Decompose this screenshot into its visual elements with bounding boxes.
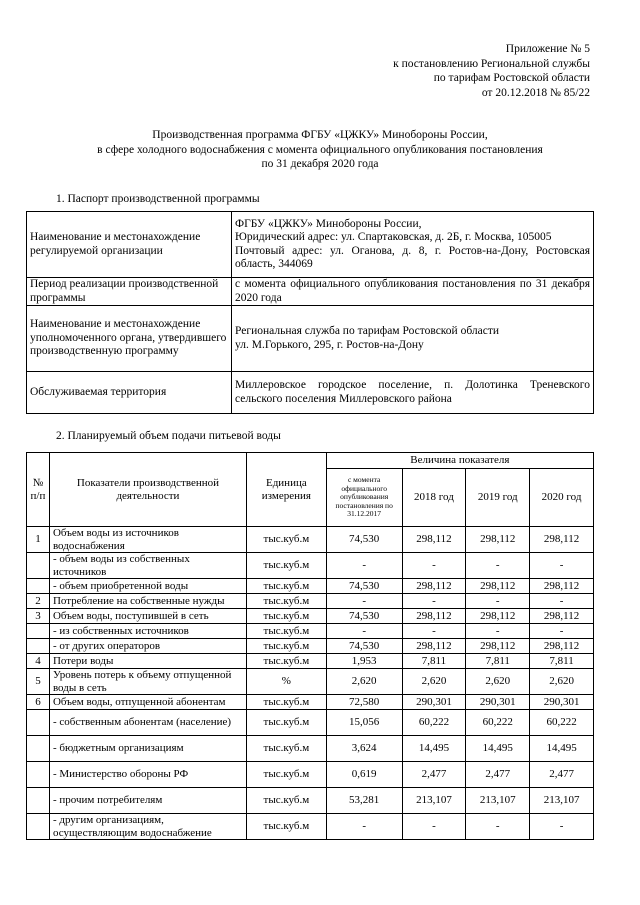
row-2020-value: - (530, 594, 594, 609)
value-line: с момента официального опубликования постановления по 31 декабря 2020 года (235, 278, 590, 304)
passport-row (27, 372, 594, 414)
value-line: Региональная служба по тарифам Ростовской области (235, 325, 500, 337)
row-indicator: - объем приобретенной воды (49, 579, 246, 594)
table-row (27, 710, 594, 736)
row-number (27, 736, 50, 762)
row-2018-value: 213,107 (402, 788, 466, 814)
row-period-value: - (326, 594, 402, 609)
row-number: 5 (27, 669, 50, 695)
row-unit: тыс.куб.м (246, 736, 326, 762)
row-period-value: 72,580 (326, 695, 402, 710)
row-2019-value: 298,112 (466, 609, 530, 624)
table-row (27, 579, 594, 594)
table-row (27, 654, 594, 669)
passport-label: Период реализации производственной программы (27, 278, 232, 306)
row-2018-value: - (402, 553, 466, 579)
annex-line: к постановлению Региональной службы (393, 57, 590, 70)
row-2020-value: 298,112 (530, 527, 594, 553)
section-1-heading: 1. Паспорт производственной программы (56, 193, 260, 205)
row-indicator: - собственным абонентам (население) (49, 710, 246, 736)
water-volume-table (26, 452, 594, 840)
row-indicator: Объем воды, поступившей в сеть (49, 609, 246, 624)
row-2018-value: 2,477 (402, 762, 466, 788)
row-2020-value: 298,112 (530, 579, 594, 594)
annex-header (393, 42, 590, 100)
row-period-value: 53,281 (326, 788, 402, 814)
table-row (27, 762, 594, 788)
row-unit: тыс.куб.м (246, 624, 326, 639)
value-line: Почтовый адрес: ул. Оганова, д. 8, г. Ростов-на-Дону, Ростовская область, 344069 (235, 244, 590, 270)
row-2019-value: 298,112 (466, 639, 530, 654)
row-indicator: Потребление на собственные нужды (49, 594, 246, 609)
row-period-value: 74,530 (326, 639, 402, 654)
row-indicator: Уровень потерь к объему отпущенной воды в сеть (49, 669, 246, 695)
row-2018-value: 298,112 (402, 579, 466, 594)
row-number: 1 (27, 527, 50, 553)
row-2019-value: 2,620 (466, 669, 530, 695)
row-indicator: Объем воды из источников водоснабжения (49, 527, 246, 553)
table-row (27, 527, 594, 553)
row-unit: тыс.куб.м (246, 695, 326, 710)
row-2020-value: 298,112 (530, 609, 594, 624)
row-unit: тыс.куб.м (246, 710, 326, 736)
row-number (27, 814, 50, 840)
row-unit: тыс.куб.м (246, 609, 326, 624)
row-2020-value: 7,811 (530, 654, 594, 669)
passport-label: Наименование и местонахождение уполномоченного органа, утвердившего производственную программу (27, 306, 232, 372)
title-line: по 31 декабря 2020 года (261, 158, 379, 170)
passport-table (26, 211, 594, 414)
row-unit: тыс.куб.м (246, 579, 326, 594)
row-2020-value: 2,477 (530, 762, 594, 788)
row-indicator: - объем воды из собственных источников (49, 553, 246, 579)
row-2018-value: 60,222 (402, 710, 466, 736)
row-2020-value: 60,222 (530, 710, 594, 736)
row-number (27, 788, 50, 814)
row-2019-value: - (466, 553, 530, 579)
passport-value (232, 278, 594, 306)
row-2018-value: 298,112 (402, 609, 466, 624)
row-2018-value: 7,811 (402, 654, 466, 669)
row-number: 4 (27, 654, 50, 669)
table-row (27, 553, 594, 579)
row-2019-value: - (466, 594, 530, 609)
passport-label: Обслуживаемая территория (27, 372, 232, 414)
row-period-value: 74,530 (326, 579, 402, 594)
row-indicator: Объем воды, отпущенной абонентам (49, 695, 246, 710)
row-period-value: 1,953 (326, 654, 402, 669)
row-period-value: - (326, 624, 402, 639)
row-2020-value: - (530, 553, 594, 579)
row-number (27, 553, 50, 579)
row-2019-value: 290,301 (466, 695, 530, 710)
header-indicator: Показатели производственной деятельности (49, 453, 246, 527)
row-period-value: 74,530 (326, 527, 402, 553)
row-period-value: 2,620 (326, 669, 402, 695)
header-number: № п/п (27, 453, 50, 527)
table-row (27, 594, 594, 609)
section-2-heading: 2. Планируемый объем подачи питьевой воды (56, 430, 281, 442)
row-2018-value: 14,495 (402, 736, 466, 762)
row-2018-value: 298,112 (402, 527, 466, 553)
row-indicator: - из собственных источников (49, 624, 246, 639)
row-2020-value: 14,495 (530, 736, 594, 762)
passport-value (232, 306, 594, 372)
row-period-value: 74,530 (326, 609, 402, 624)
row-2019-value: 298,112 (466, 579, 530, 594)
table-row (27, 814, 594, 840)
row-2018-value: 298,112 (402, 639, 466, 654)
value-line: Юридический адрес: ул. Спартаковская, д. 2Б, г. Москва, 105005 (235, 231, 552, 243)
row-unit: тыс.куб.м (246, 639, 326, 654)
row-indicator: - прочим потребителям (49, 788, 246, 814)
row-number: 6 (27, 695, 50, 710)
row-number (27, 762, 50, 788)
annex-number: Приложение № 5 (505, 43, 590, 55)
passport-label: Наименование и местонахождение регулируемой организации (27, 212, 232, 278)
row-2018-value: 2,620 (402, 669, 466, 695)
row-unit: тыс.куб.м (246, 594, 326, 609)
table-row (27, 639, 594, 654)
table-row (27, 788, 594, 814)
row-unit: тыс.куб.м (246, 814, 326, 840)
row-indicator: - Министерство обороны РФ (49, 762, 246, 788)
annex-date: от 20.12.2018 № 85/22 (481, 86, 590, 99)
passport-row (27, 306, 594, 372)
row-unit: тыс.куб.м (246, 788, 326, 814)
value-line: ул. М.Горького, 295, г. Ростов-на-Дону (235, 338, 424, 351)
document-title (30, 128, 610, 172)
header-2019: 2019 год (466, 469, 530, 527)
row-period-value: 3,624 (326, 736, 402, 762)
table-row (27, 695, 594, 710)
row-2020-value: 298,112 (530, 639, 594, 654)
row-2020-value: - (530, 814, 594, 840)
row-2020-value: 213,107 (530, 788, 594, 814)
header-2018: 2018 год (402, 469, 466, 527)
title-line: в сфере холодного водоснабжения с момента официального опубликования постановления (97, 143, 543, 156)
row-unit: тыс.куб.м (246, 553, 326, 579)
row-indicator: - от других операторов (49, 639, 246, 654)
row-period-value: 15,056 (326, 710, 402, 736)
row-unit: % (246, 669, 326, 695)
row-2019-value: 298,112 (466, 527, 530, 553)
row-2018-value: - (402, 624, 466, 639)
row-period-value: - (326, 814, 402, 840)
row-unit: тыс.куб.м (246, 654, 326, 669)
row-2020-value: 290,301 (530, 695, 594, 710)
passport-value (232, 212, 594, 278)
row-number (27, 624, 50, 639)
row-2019-value: - (466, 814, 530, 840)
row-period-value: 0,619 (326, 762, 402, 788)
row-2018-value: - (402, 814, 466, 840)
row-2019-value: 213,107 (466, 788, 530, 814)
annex-line: по тарифам Ростовской области (433, 72, 590, 84)
header-value-group: Величина показателя (326, 453, 593, 469)
row-number: 3 (27, 609, 50, 624)
row-2018-value: - (402, 594, 466, 609)
row-unit: тыс.куб.м (246, 762, 326, 788)
table-row (27, 669, 594, 695)
header-unit: Единица измерения (246, 453, 326, 527)
row-2019-value: 7,811 (466, 654, 530, 669)
header-period: с момента официального опубликования постановления по 31.12.2017 (326, 469, 402, 527)
title-line: Производственная программа ФГБУ «ЦЖКУ» Минобороны России, (152, 129, 488, 141)
row-2019-value: 14,495 (466, 736, 530, 762)
row-2019-value: 60,222 (466, 710, 530, 736)
row-2020-value: - (530, 624, 594, 639)
table-row (27, 736, 594, 762)
row-indicator: - другим организациям, осуществляющим водоснабжение (49, 814, 246, 840)
row-period-value: - (326, 553, 402, 579)
row-number (27, 639, 50, 654)
row-unit: тыс.куб.м (246, 527, 326, 553)
passport-row (27, 212, 594, 278)
row-2019-value: - (466, 624, 530, 639)
value-line: Миллеровское городское поселение, п. Долотинка Треневского сельского поселения Миллеровского района (235, 379, 590, 405)
row-number: 2 (27, 594, 50, 609)
row-2018-value: 290,301 (402, 695, 466, 710)
row-2019-value: 2,477 (466, 762, 530, 788)
table-row (27, 609, 594, 624)
row-2020-value: 2,620 (530, 669, 594, 695)
row-number (27, 579, 50, 594)
passport-value (232, 372, 594, 414)
header-2020: 2020 год (530, 469, 594, 527)
table-row (27, 624, 594, 639)
row-indicator: Потери воды (49, 654, 246, 669)
value-line: ФГБУ «ЦЖКУ» Минобороны России, (235, 217, 422, 230)
row-number (27, 710, 50, 736)
passport-row (27, 278, 594, 306)
row-indicator: - бюджетным организациям (49, 736, 246, 762)
